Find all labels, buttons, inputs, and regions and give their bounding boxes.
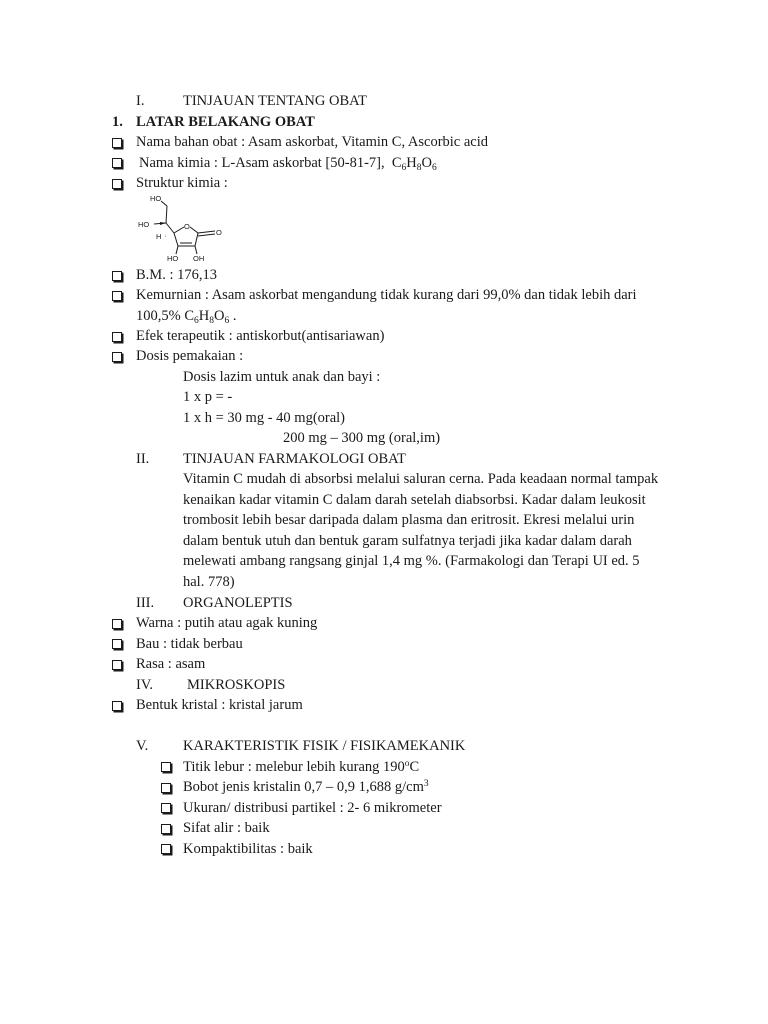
struct-ho-bottom: HO <box>167 254 179 263</box>
checkbox-icon <box>112 291 122 301</box>
section-3-numeral: III. <box>136 595 155 611</box>
titik-lebur: Titik lebur : melebur lebih kurang 190$^o$C <box>183 759 420 775</box>
struct-o-carbonyl: O <box>216 228 222 237</box>
farmakologi-line-1: Vitamin C mudah di absorbsi melalui saluran cerna. Pada keadaan normal tampak <box>183 471 659 487</box>
checkbox-icon <box>161 762 171 772</box>
struktur-kimia-label: Struktur kimia : <box>136 175 228 191</box>
farmakologi-line-6: hal. 778) <box>183 574 235 590</box>
rasa: Rasa : asam <box>136 656 206 672</box>
section-2-title: TINJAUAN FARMAKOLOGI OBAT <box>183 451 406 467</box>
checkbox-icon <box>161 783 171 793</box>
bobot-jenis: Bobot jenis kristalin 0,7 – 0,9 1,688 $g/cm^3$ <box>183 779 429 795</box>
struct-h: H <box>156 232 162 241</box>
checkbox-icon <box>112 179 122 189</box>
checkbox-icon <box>112 352 122 362</box>
warna: Warna : putih atau agak kuning <box>136 615 318 631</box>
checkbox-icon <box>112 619 122 629</box>
subsection-1-title: LATAR BELAKANG OBAT <box>136 114 315 130</box>
checkbox-icon <box>161 844 171 854</box>
section-2-numeral: II. <box>136 451 150 467</box>
checkbox-icon <box>112 639 122 649</box>
ascorbic-acid-structure <box>134 193 234 263</box>
dosis-1xh: 1 x h = 30 mg - 40 mg(oral) <box>183 410 346 426</box>
nama-kimia-text: Nama kimia : L-Asam askorbat [50-81-7], <box>139 155 385 171</box>
bentuk-kristal: Bentuk kristal : kristal jarum <box>136 697 303 713</box>
checkbox-icon <box>112 271 122 281</box>
nama-kimia <box>139 153 437 173</box>
farmakologi-line-4: dalam bentuk utuh dan bentuk garam sulfatnya terjadi jika kadar dalam darah <box>183 533 632 549</box>
sifat-alir: Sifat alir : baik <box>183 820 270 836</box>
dosis-1xp: 1 x p = - <box>183 389 233 405</box>
kemurnian-line-2: 100,5% $C_6H_8O_6$ . <box>136 308 237 326</box>
checkbox-icon <box>112 332 122 342</box>
checkbox-icon <box>112 660 122 670</box>
efek-terapeutik: Efek terapeutik : antiskorbut(antisariawan) <box>136 328 385 344</box>
section-5-numeral: V. <box>136 738 149 754</box>
struct-ho-left: HO <box>138 220 150 229</box>
ukuran-partikel: Ukuran/ distribusi partikel : 2- 6 mikrometer <box>183 800 442 816</box>
section-1-numeral: I. <box>136 93 145 109</box>
checkbox-icon <box>112 158 122 168</box>
dosis-im: 200 mg – 300 mg (oral,im) <box>283 430 441 446</box>
bm: B.M. : 176,13 <box>136 267 217 283</box>
farmakologi-line-2: kenaikan kadar vitamin C dalam darah setelah diabsorbsi. Kadar dalam leukosit <box>183 492 646 508</box>
farmakologi-line-5: melewati ambang rangsang ginjal 1,4 mg %. (Farmakologi dan Terapi UI ed. 5 <box>183 553 640 569</box>
dosis-label: Dosis pemakaian : <box>136 348 244 364</box>
chemical-formula: $C_6H_8O_6$ <box>391 155 437 173</box>
section-4-numeral: IV. <box>136 677 154 693</box>
struct-o-ring: O <box>184 222 190 231</box>
section-3-title: ORGANOLEPTIS <box>183 595 293 611</box>
checkbox-icon <box>161 803 171 813</box>
checkbox-icon <box>161 824 171 834</box>
subsection-1-number: 1. <box>112 114 123 130</box>
svg-text:·: · <box>164 231 167 240</box>
kemurnian-line-1: Kemurnian : Asam askorbat mengandung tidak kurang dari 99,0% dan tidak lebih dari <box>136 287 637 303</box>
struct-oh-bottom: OH <box>193 254 205 263</box>
bau: Bau : tidak berbau <box>136 636 243 652</box>
checkbox-icon <box>112 138 122 148</box>
checkbox-icon <box>112 701 122 711</box>
dosis-lazim: Dosis lazim untuk anak dan bayi : <box>183 369 381 385</box>
struct-ho-top: HO <box>150 194 162 203</box>
section-1-title: TINJAUAN TENTANG OBAT <box>183 93 367 109</box>
section-4-title: MIKROSKOPIS <box>187 677 286 693</box>
kompaktibilitas: Kompaktibilitas : baik <box>183 841 313 857</box>
section-5-title: KARAKTERISTIK FISIK / FISIKAMEKANIK <box>183 738 466 754</box>
nama-bahan-obat: Nama bahan obat : Asam askorbat, Vitamin C, Ascorbic acid <box>136 134 489 150</box>
farmakologi-line-3: trombosit lebih besar daripada dalam plasma dan eritrosit. Ekresi melalui urin <box>183 512 635 528</box>
